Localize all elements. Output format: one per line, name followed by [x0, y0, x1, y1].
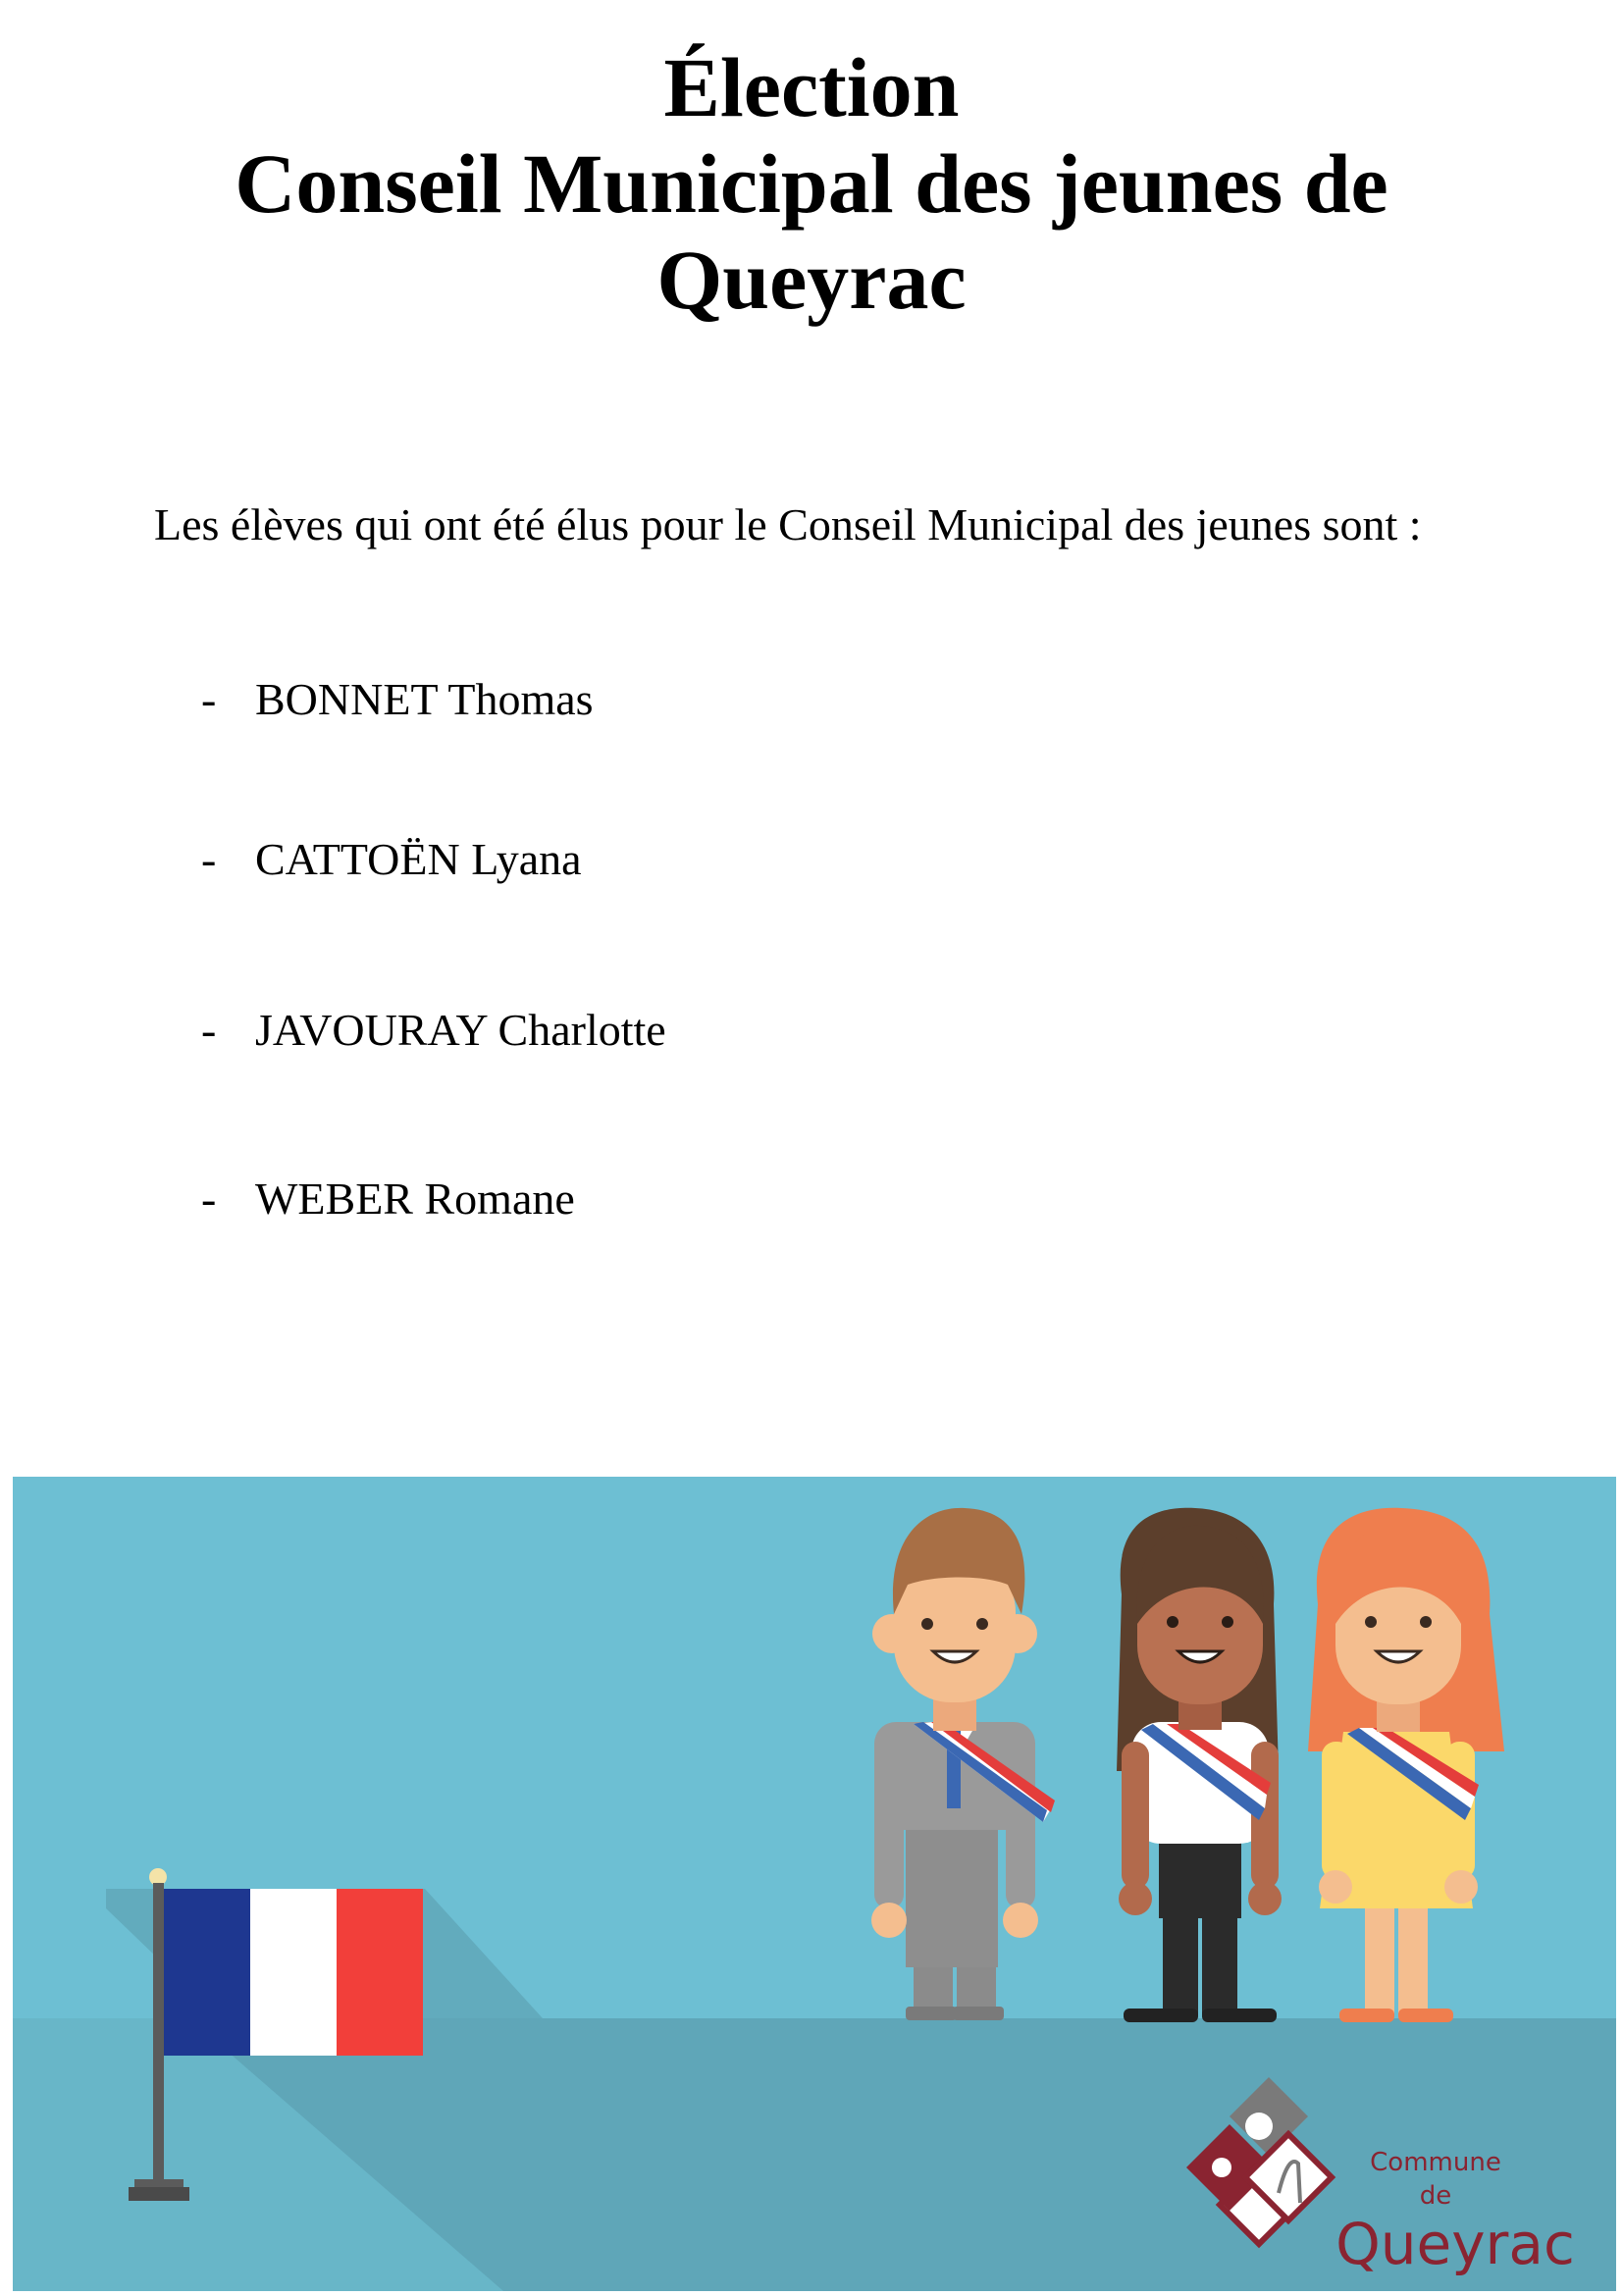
list-bullet: - — [201, 1174, 217, 1224]
election-illustration — [13, 1477, 1616, 2291]
intro-paragraph: Les élèves qui ont été élus pour le Conseil Municipal des jeunes sont : — [154, 499, 1422, 549]
list-item — [201, 1171, 575, 1227]
page-title — [0, 39, 1623, 328]
logo-text-commune: Commune — [1370, 2148, 1501, 2177]
title-line-1: Élection — [663, 40, 960, 134]
elected-name: CATTOËN Lyana — [255, 834, 582, 884]
list-bullet: - — [201, 674, 217, 724]
list-bullet: - — [201, 1005, 217, 1055]
elected-name: WEBER Romane — [255, 1174, 575, 1224]
elected-name: BONNET Thomas — [255, 674, 594, 724]
title-line-3: Queyrac — [656, 233, 967, 327]
list-bullet: - — [201, 834, 217, 884]
list-item — [201, 671, 594, 728]
title-line-2: Conseil Municipal des jeunes de — [235, 136, 1388, 231]
list-item — [201, 1002, 666, 1059]
elected-name: JAVOURAY Charlotte — [255, 1005, 666, 1055]
list-item — [201, 831, 582, 888]
logo-text-de: de — [1419, 2181, 1452, 2211]
logo-text-queyrac: Queyrac — [1335, 2211, 1575, 2277]
